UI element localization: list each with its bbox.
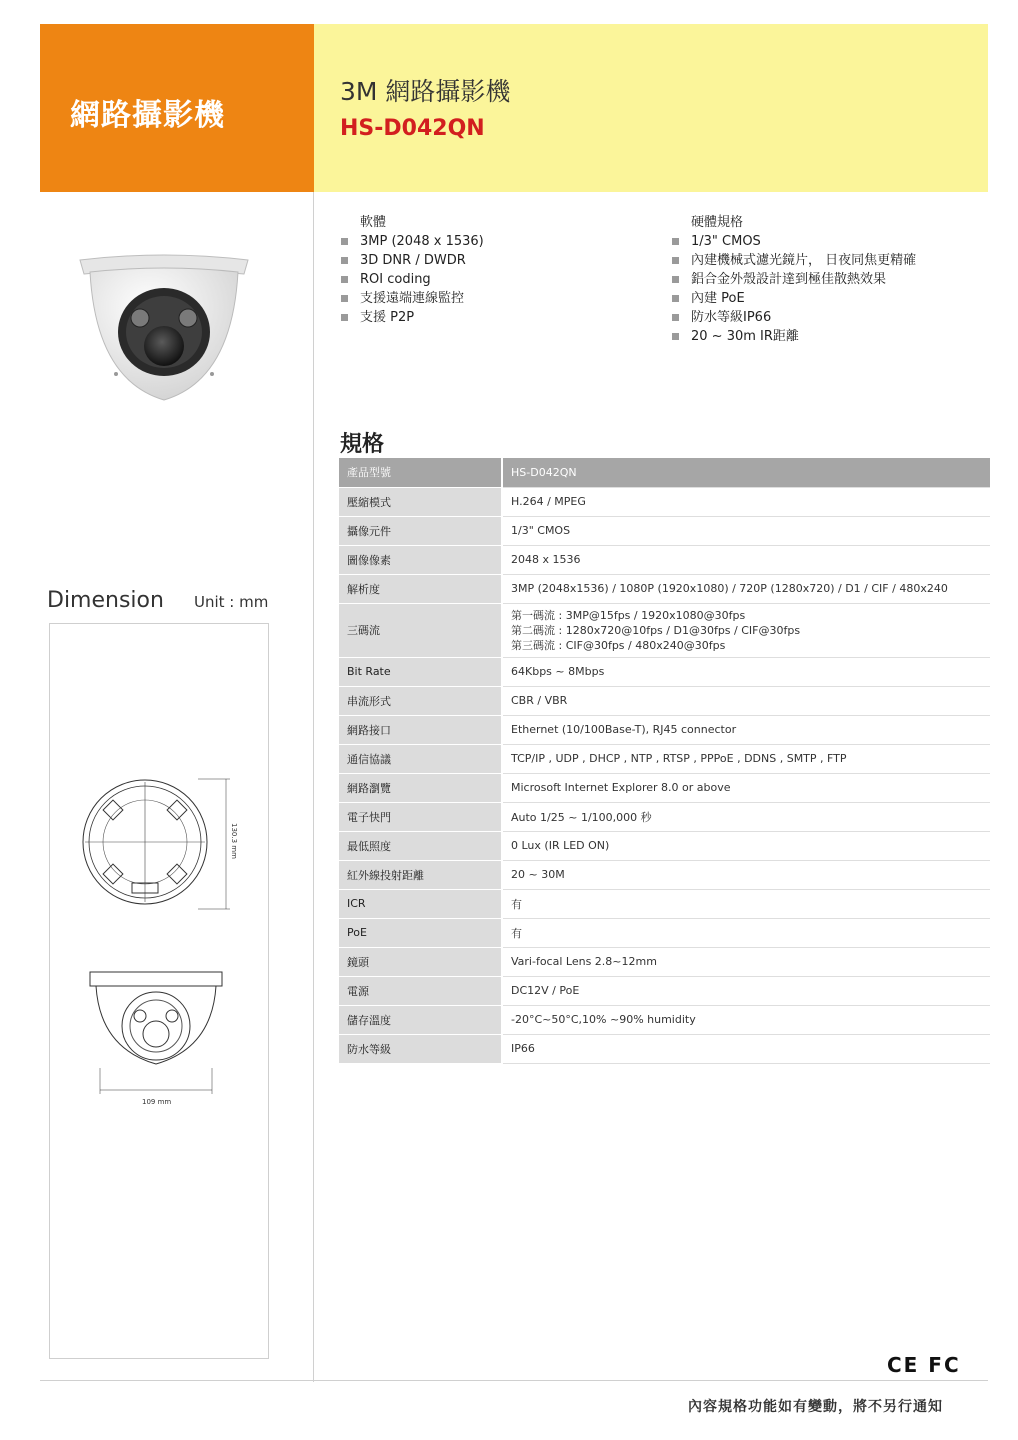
spec-key: 產品型號 <box>339 458 502 487</box>
table-row <box>339 458 990 487</box>
table-row <box>339 947 990 976</box>
table-row <box>339 657 990 686</box>
spec-key: 解析度 <box>339 574 502 603</box>
spec-key: 網路接口 <box>339 715 502 744</box>
spec-value: CBR / VBR <box>502 686 990 715</box>
table-row <box>339 1034 990 1063</box>
table-row <box>339 831 990 860</box>
stream-line: 第二碼流 : 1280x720@10fps / D1@30fps / CIF@30fps <box>511 623 801 637</box>
feature-item: ROI coding <box>340 270 484 289</box>
software-features <box>340 213 484 327</box>
table-row <box>339 545 990 574</box>
stream-line: 第一碼流 : 3MP@15fps / 1920x1080@30fps <box>511 608 746 622</box>
spec-value: Microsoft Internet Explorer 8.0 or above <box>502 773 990 802</box>
spec-key: 儲存溫度 <box>339 1005 502 1034</box>
top-view-drawing <box>78 765 238 915</box>
spec-key: 電源 <box>339 976 502 1005</box>
feature-item: 支援 P2P <box>340 308 484 327</box>
table-row <box>339 918 990 947</box>
spec-value <box>502 603 990 657</box>
spec-value: TCP/IP , UDP , DHCP , NTP , RTSP , PPPoE , DDNS , SMTP , FTP <box>502 744 990 773</box>
category-title: 網路攝影機 <box>70 98 225 133</box>
spec-value: 20 ~ 30M <box>502 860 990 889</box>
spec-value: 64Kbps ~ 8Mbps <box>502 657 990 686</box>
spec-key: 攝像元件 <box>339 516 502 545</box>
feature-item: 20 ~ 30m IR距離 <box>671 327 916 346</box>
dimension-unit: Unit : mm <box>194 593 269 611</box>
spec-value: 2048 x 1536 <box>502 545 990 574</box>
spec-key: 最低照度 <box>339 831 502 860</box>
table-row <box>339 487 990 516</box>
table-row <box>339 860 990 889</box>
feature-item: 支援遠端連線監控 <box>340 289 484 308</box>
width-dimension-label: 109 mm <box>142 1098 172 1106</box>
product-title: 3M 網路攝影機 <box>340 77 511 106</box>
spec-key: 通信協議 <box>339 744 502 773</box>
table-row <box>339 744 990 773</box>
certification-logos: CE FC <box>887 1353 961 1377</box>
software-heading: 軟體 <box>360 215 387 230</box>
spec-key: 網路瀏覽 <box>339 773 502 802</box>
spec-key: 電子快門 <box>339 802 502 831</box>
spec-value: 1/3" CMOS <box>502 516 990 545</box>
feature-item: 鋁合金外殼設計達到極佳散熱效果 <box>671 270 916 289</box>
table-row <box>339 574 990 603</box>
feature-item: 3D DNR / DWDR <box>340 251 484 270</box>
spec-key: 圖像像素 <box>339 545 502 574</box>
height-dimension-label: 130.3 mm <box>230 823 238 859</box>
feature-item: 3MP (2048 x 1536) <box>340 232 484 251</box>
table-row <box>339 976 990 1005</box>
camera-product-image <box>76 250 252 408</box>
feature-item: 防水等級IP66 <box>671 308 916 327</box>
spec-key: Bit Rate <box>339 657 502 686</box>
table-row <box>339 1005 990 1034</box>
spec-value: 有 <box>502 918 990 947</box>
spec-value: IP66 <box>502 1034 990 1063</box>
spec-value: H.264 / MPEG <box>502 487 990 516</box>
spec-value: 3MP (2048x1536) / 1080P (1920x1080) / 720P (1280x720) / D1 / CIF / 480x240 <box>502 574 990 603</box>
spec-value: DC12V / PoE <box>502 976 990 1005</box>
footer-divider <box>40 1380 988 1381</box>
hardware-heading: 硬體規格 <box>691 215 744 230</box>
spec-key: 串流形式 <box>339 686 502 715</box>
table-row <box>339 686 990 715</box>
vertical-divider <box>313 192 314 1382</box>
table-row <box>339 516 990 545</box>
table-row <box>339 715 990 744</box>
spec-title: 規格 <box>340 432 385 457</box>
hardware-features <box>671 213 916 346</box>
dimension-label: Dimension <box>47 588 164 613</box>
header-yellow-panel <box>314 24 988 192</box>
table-row <box>339 603 990 657</box>
table-row <box>339 773 990 802</box>
side-view-drawing <box>86 968 226 1108</box>
spec-value: Auto 1/25 ~ 1/100,000 秒 <box>502 802 990 831</box>
spec-key: 壓縮模式 <box>339 487 502 516</box>
footer-note: 內容規格功能如有變動，將不另行通知 <box>688 1399 943 1415</box>
spec-key: 紅外線投射距離 <box>339 860 502 889</box>
feature-item: 內建機械式濾光鏡片， 日夜同焦更精確 <box>671 251 916 270</box>
spec-value: 0 Lux (IR LED ON) <box>502 831 990 860</box>
spec-table <box>339 458 990 1064</box>
product-model: HS-D042QN <box>340 116 485 141</box>
feature-item: 內建 PoE <box>671 289 916 308</box>
spec-value: Vari-focal Lens 2.8~12mm <box>502 947 990 976</box>
stream-line: 第三碼流 : CIF@30fps / 480x240@30fps <box>511 638 726 652</box>
spec-key: PoE <box>339 918 502 947</box>
spec-value: Ethernet (10/100Base-T), RJ45 connector <box>502 715 990 744</box>
spec-value: HS-D042QN <box>502 458 990 487</box>
spec-key: ICR <box>339 889 502 918</box>
spec-value: -20°C~50°C,10% ~90% humidity <box>502 1005 990 1034</box>
spec-value: 有 <box>502 889 990 918</box>
table-row <box>339 889 990 918</box>
spec-key: 三碼流 <box>339 603 502 657</box>
spec-key: 鏡頭 <box>339 947 502 976</box>
feature-item: 1/3" CMOS <box>671 232 916 251</box>
table-row <box>339 802 990 831</box>
spec-key: 防水等級 <box>339 1034 502 1063</box>
